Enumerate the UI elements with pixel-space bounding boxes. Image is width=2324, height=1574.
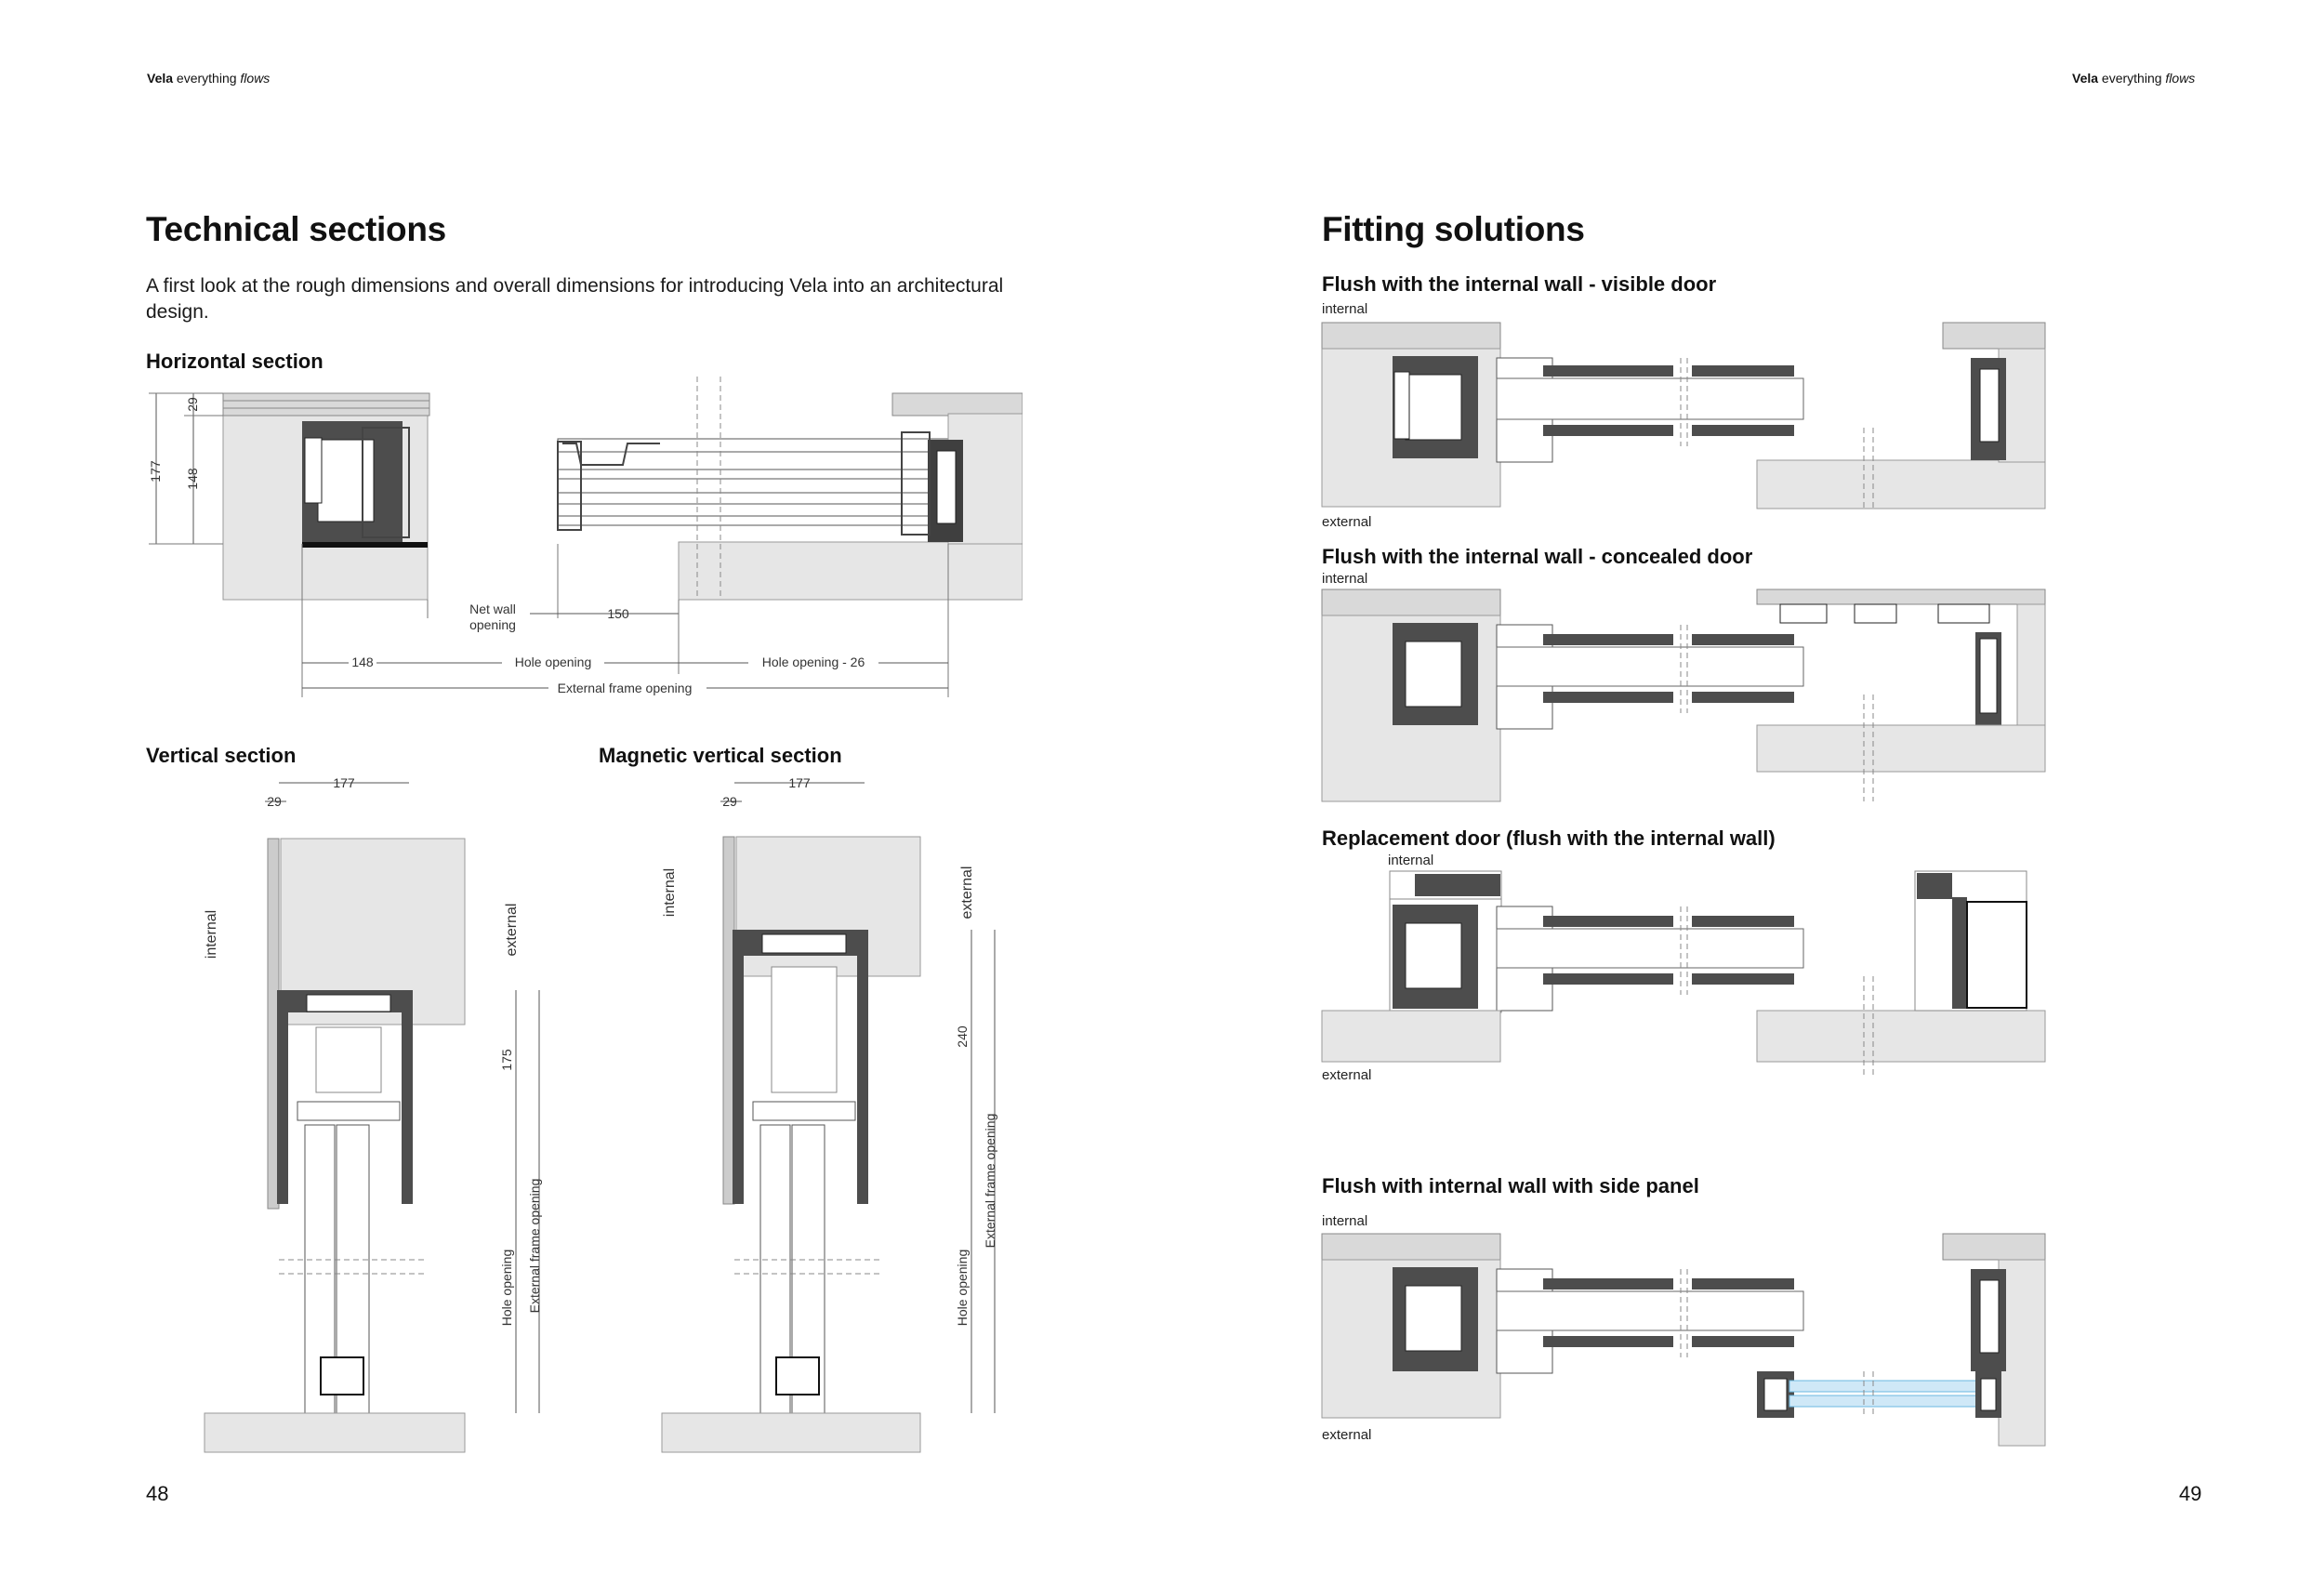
solution-2-internal: internal bbox=[1322, 571, 1368, 587]
v-ext-frame: External frame opening bbox=[527, 1178, 542, 1314]
tagline-em-right: flows bbox=[2165, 71, 2196, 86]
brand-name: Vela bbox=[147, 71, 174, 86]
brand-name-right: Vela bbox=[2072, 71, 2099, 86]
v-hole: Hole opening bbox=[499, 1249, 514, 1327]
solution-1-external: external bbox=[1322, 514, 1372, 530]
running-head-right bbox=[2072, 71, 2195, 86]
solution-3-internal: internal bbox=[1388, 853, 1434, 868]
m-dim-29: 29 bbox=[722, 794, 737, 809]
dim-hole-opening: Hole opening bbox=[514, 655, 592, 669]
page-title-right: Fitting solutions bbox=[1322, 210, 1585, 248]
page-number-right: 49 bbox=[2179, 1482, 2202, 1505]
tagline: everything bbox=[176, 71, 237, 86]
m-dim-240: 240 bbox=[955, 1025, 970, 1048]
solution-3-external: external bbox=[1322, 1067, 1372, 1083]
m-dim-177: 177 bbox=[788, 775, 811, 790]
horizontal-section-drawing bbox=[139, 377, 1023, 711]
solution-2-drawing bbox=[1320, 588, 2054, 806]
v-dim-175: 175 bbox=[499, 1049, 514, 1071]
v-internal: internal bbox=[204, 909, 219, 959]
solution-1-internal: internal bbox=[1322, 301, 1368, 317]
solution-1-heading: Flush with the internal wall - visible door bbox=[1322, 272, 1717, 296]
solution-3-heading: Replacement door (flush with the internal wall) bbox=[1322, 827, 1776, 850]
running-head-left bbox=[147, 71, 270, 86]
dim-ext-frame: External frame opening bbox=[557, 681, 693, 695]
magnetic-section-heading: Magnetic vertical section bbox=[599, 744, 842, 767]
dim-177: 177 bbox=[148, 460, 163, 483]
tagline-right: everything bbox=[2101, 71, 2162, 86]
solution-4-drawing bbox=[1320, 1232, 2054, 1450]
solution-2-heading: Flush with the internal wall - concealed door bbox=[1322, 545, 1753, 568]
solution-4-external: external bbox=[1322, 1427, 1372, 1443]
magnetic-section-drawing bbox=[651, 772, 1023, 1469]
v-dim-177: 177 bbox=[333, 775, 355, 790]
v-dim-29: 29 bbox=[267, 794, 282, 809]
intro-text: A first look at the rough dimensions and overall dimensions for introducing Vela into an architectural design. bbox=[146, 275, 1004, 323]
vertical-section-heading: Vertical section bbox=[146, 744, 297, 767]
solution-4-internal: internal bbox=[1322, 1213, 1368, 1229]
v-external: external bbox=[504, 903, 520, 957]
dim-hole-26: Hole opening - 26 bbox=[761, 655, 865, 669]
m-external: external bbox=[959, 866, 975, 919]
dim-net-wall: Net wall bbox=[469, 602, 516, 616]
dim-148b: 148 bbox=[351, 655, 374, 669]
dim-net-wall-2: opening bbox=[469, 617, 516, 632]
m-ext-frame: External frame opening bbox=[983, 1113, 997, 1249]
solution-4-heading: Flush with internal wall with side panel bbox=[1322, 1174, 1699, 1197]
solution-3-drawing bbox=[1320, 869, 2054, 1083]
m-internal: internal bbox=[662, 867, 678, 918]
dim-148: 148 bbox=[185, 468, 200, 490]
page-title-left: Technical sections bbox=[146, 210, 446, 248]
dim-150: 150 bbox=[607, 606, 629, 621]
m-hole: Hole opening bbox=[955, 1249, 970, 1327]
horizontal-section-heading: Horizontal section bbox=[146, 350, 324, 373]
tagline-em: flows bbox=[240, 71, 271, 86]
dim-29: 29 bbox=[185, 397, 200, 412]
solution-1-drawing bbox=[1320, 321, 2054, 511]
page-number-left: 48 bbox=[146, 1482, 169, 1505]
vertical-section-drawing bbox=[195, 772, 567, 1469]
